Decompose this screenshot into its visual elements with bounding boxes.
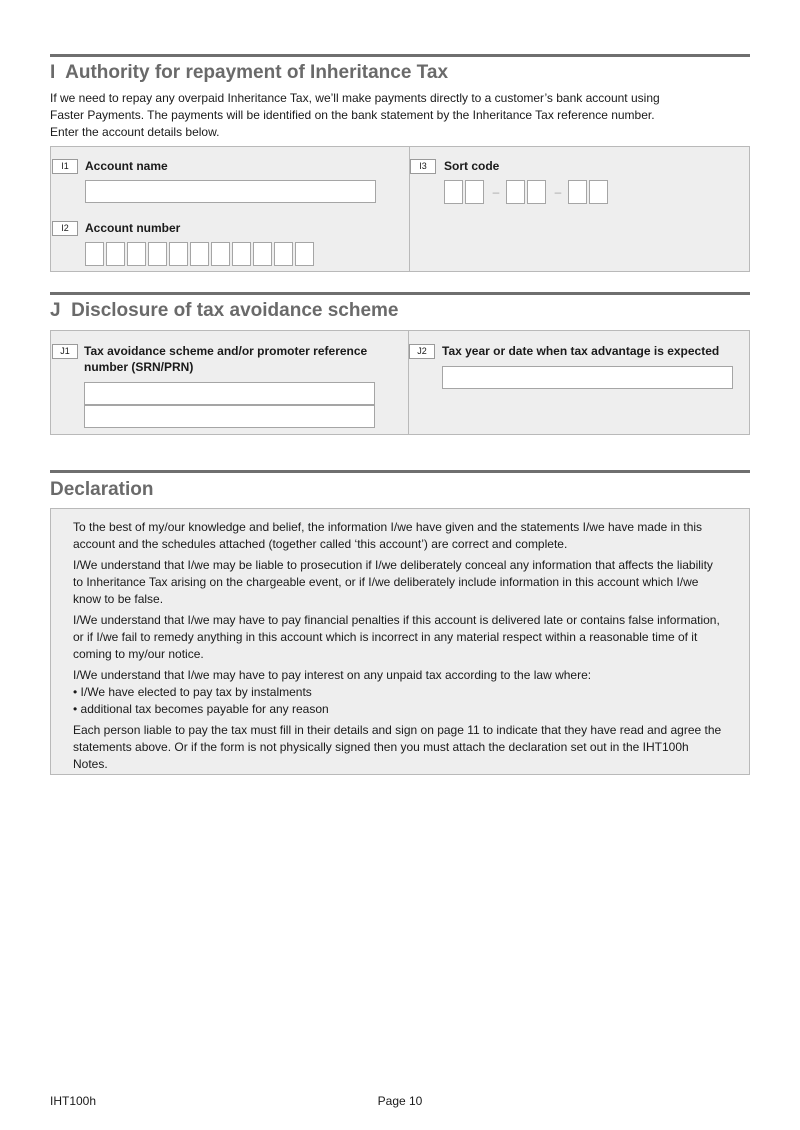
- page-number: Page 10: [377, 1094, 423, 1108]
- declaration-paragraph: I/We understand that I/we may be liable to prosecution if I/we deliberately conceal any information that affects the liability to Inheritance Tax arising on the chargeable event, or if I/we deliberately include information in this account which I/we know to be false.: [73, 558, 713, 606]
- declaration-text: [73, 519, 723, 777]
- declaration-paragraph: To the best of my/our knowledge and belief, the information I/we have given and the statements I/we have made in this account and the schedules attached (together called ‘this account’) are correct and complete.: [73, 520, 703, 551]
- bank-details-panel: [50, 146, 750, 272]
- scheme-reference-field-2[interactable]: [84, 405, 375, 428]
- account-number-digit[interactable]: [148, 242, 167, 266]
- account-number-label: Account number: [85, 221, 181, 235]
- section-i-intro: [50, 90, 750, 141]
- sort-code-digit[interactable]: [506, 180, 525, 204]
- account-number-digit[interactable]: [295, 242, 314, 266]
- account-number-digit[interactable]: [190, 242, 209, 266]
- declaration-title: Declaration: [50, 479, 154, 500]
- box-number-j1: J1: [52, 344, 78, 359]
- intro-line: Enter the account details below.: [50, 125, 220, 139]
- sort-code-separator: –: [492, 185, 500, 199]
- section-j-title: Disclosure of tax avoidance scheme: [71, 300, 399, 321]
- tax-year-field[interactable]: [442, 366, 733, 389]
- account-number-digit[interactable]: [274, 242, 293, 266]
- sort-code-digit[interactable]: [527, 180, 546, 204]
- declaration-bullets: [73, 684, 723, 718]
- box-number-i1: I1: [52, 159, 78, 174]
- tax-year-label: Tax year or date when tax advantage is expected: [442, 344, 720, 358]
- declaration-rule: [50, 470, 750, 473]
- declaration-paragraph: I/We understand that I/we may have to pay interest on any unpaid tax according to the law where:: [73, 668, 592, 682]
- sort-code-field[interactable]: [444, 180, 610, 204]
- form-code: IHT100h: [50, 1094, 97, 1108]
- sort-code-separator: –: [554, 185, 562, 199]
- account-number-digit[interactable]: [253, 242, 272, 266]
- section-i-letter: I: [50, 62, 56, 83]
- scheme-reference-label: [84, 343, 384, 375]
- section-j-letter: J: [50, 300, 61, 321]
- intro-line: Faster Payments. The payments will be identified on the bank statement by the Inheritance Tax reference number.: [50, 108, 655, 122]
- section-i-rule: [50, 54, 750, 57]
- account-number-digit[interactable]: [211, 242, 230, 266]
- scheme-reference-field-1[interactable]: [84, 382, 375, 405]
- sort-code-digit[interactable]: [444, 180, 463, 204]
- tax-avoidance-panel: [50, 330, 750, 435]
- box-number-i2: I2: [52, 221, 78, 236]
- account-number-digit[interactable]: [106, 242, 125, 266]
- account-name-field[interactable]: [85, 180, 376, 203]
- declaration-bullet: • additional tax becomes payable for any reason: [73, 701, 723, 718]
- account-number-digit[interactable]: [232, 242, 251, 266]
- declaration-bullet: • I/We have elected to pay tax by instalments: [73, 684, 723, 701]
- label-line: Tax avoidance scheme and/or promoter reference: [84, 344, 368, 358]
- section-j-rule: [50, 292, 750, 295]
- box-number-j2: J2: [409, 344, 435, 359]
- account-number-digit[interactable]: [85, 242, 104, 266]
- account-number-digit[interactable]: [127, 242, 146, 266]
- box-number-i3: I3: [410, 159, 436, 174]
- label-line: number (SRN/PRN): [84, 360, 194, 374]
- intro-line: If we need to repay any overpaid Inheritance Tax, we’ll make payments directly to a customer’s bank account using: [50, 91, 660, 105]
- account-number-field[interactable]: [85, 242, 316, 266]
- account-number-digit[interactable]: [169, 242, 188, 266]
- sort-code-digit[interactable]: [589, 180, 608, 204]
- sort-code-digit[interactable]: [568, 180, 587, 204]
- declaration-paragraph: I/We understand that I/we may have to pay financial penalties if this account is delivered late or contains false information, or if I/we fail to remedy anything in this account which is incorrect in any material respect within a reasonable time of it coming to my/our notice.: [73, 613, 720, 661]
- section-i-heading: [50, 62, 448, 84]
- sort-code-digit[interactable]: [465, 180, 484, 204]
- account-name-label: Account name: [85, 159, 168, 173]
- section-i-title: Authority for repayment of Inheritance Tax: [65, 62, 449, 83]
- declaration-closing: Each person liable to pay the tax must fill in their details and sign on page 11 to indicate that they have read and agree the statements above. Or if the form is not physically signed then you must attach the declaration set out in the IHT100h Notes.: [73, 723, 722, 771]
- sort-code-label: Sort code: [444, 159, 500, 173]
- section-j-heading: [50, 300, 399, 322]
